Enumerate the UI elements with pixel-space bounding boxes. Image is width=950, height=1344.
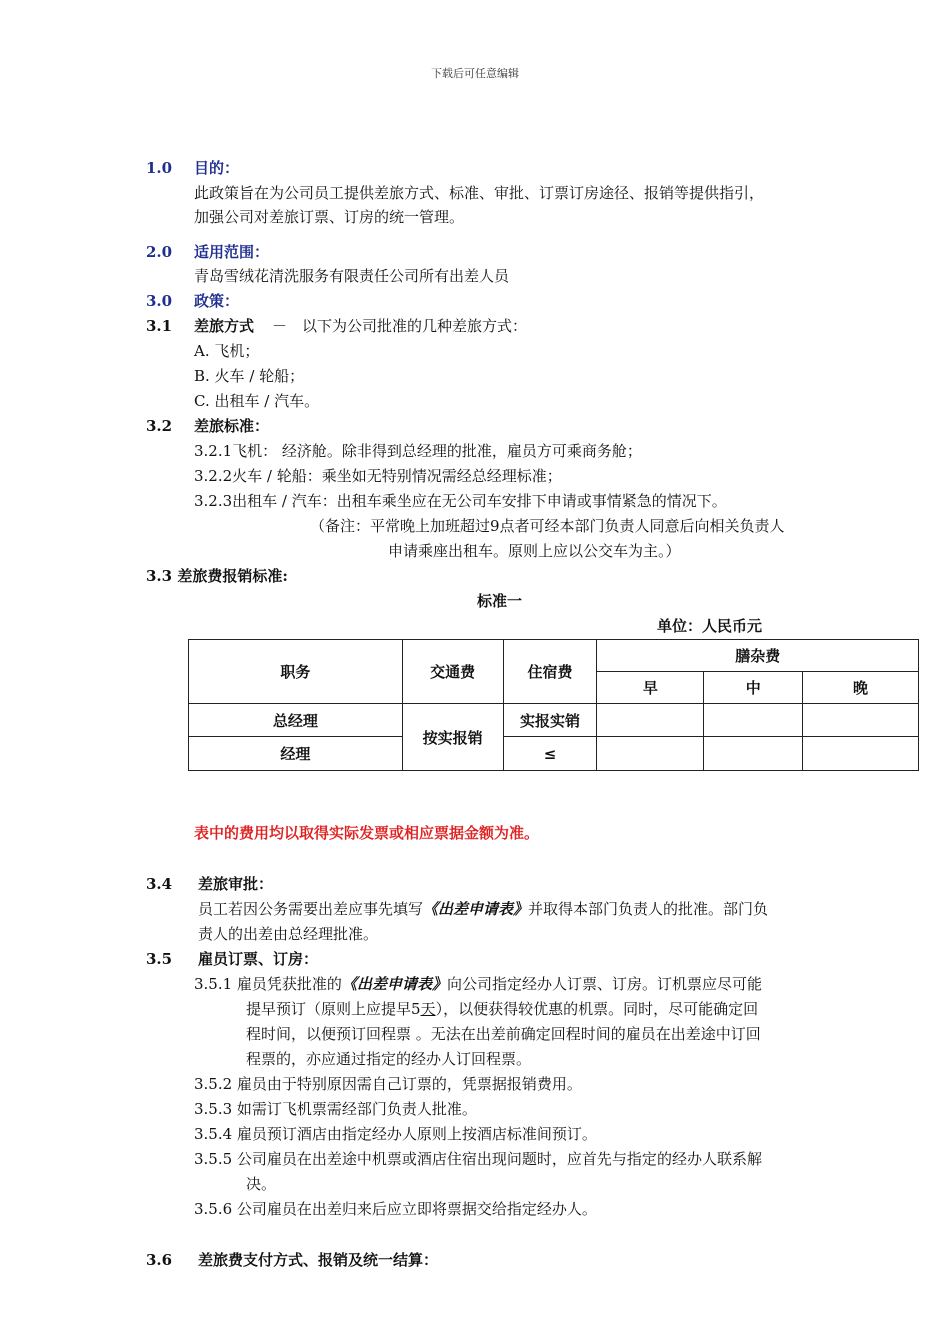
section-3-number: 3.0 — [146, 292, 173, 310]
section-3-5-1-text-a: 3.5.1 雇员凭获批准的 — [194, 975, 342, 993]
section-3-4-line-1 — [198, 899, 768, 919]
section-3-5-3: 3.5.3 如需订飞机票需经部门负责人批准。 — [194, 1100, 477, 1118]
row-dinner — [803, 737, 919, 771]
table-row — [189, 737, 919, 771]
header-role: 职务 — [189, 640, 403, 704]
section-3-5-number: 3.5 — [146, 950, 173, 968]
application-form-ref: 《出差申请表》 — [341, 975, 447, 993]
section-3-5-1-line-4: 程票的，亦应通过指定的经办人订回程票。 — [246, 1050, 532, 1068]
section-2-title: 适用范围： — [194, 243, 270, 261]
section-3-5-1-l2-underlined: 天 — [420, 1000, 436, 1018]
section-1-title: 目的： — [194, 159, 240, 177]
header-breakfast: 早 — [597, 672, 704, 704]
transport-merged-cell: 按实报销 — [402, 704, 503, 771]
section-3-5-2: 3.5.2 雇员由于特别原因需自己订票的，凭票据报销费用。 — [194, 1075, 582, 1093]
section-3-2-line-1: 3.2.1飞机： 经济舱。除非得到总经理的批准，雇员方可乘商务舱； — [194, 442, 642, 460]
section-3-4-text-a: 员工若因公务需要出差应事先填写 — [198, 900, 424, 918]
section-3-6-title: 差旅费支付方式、报销及统一结算： — [198, 1251, 439, 1269]
header-misc: 膳杂费 — [597, 640, 919, 672]
section-3-1-title: 差旅方式 — [194, 317, 255, 335]
section-1-number: 1.0 — [146, 159, 173, 177]
application-form-ref: 《出差申请表》 — [423, 900, 529, 918]
section-3-5-6: 3.5.6 公司雇员在出差归来后应立即将票据交给指定经办人。 — [194, 1200, 597, 1218]
row-role: 总经理 — [189, 704, 403, 737]
section-3-1-dash: － — [272, 317, 288, 335]
section-3-1-item-b: B. 火车 / 轮船； — [194, 367, 305, 385]
section-2-number: 2.0 — [146, 243, 173, 261]
row-breakfast — [597, 704, 704, 737]
section-3-1-desc: 以下为公司批准的几种差旅方式： — [302, 317, 528, 335]
section-3-4-title: 差旅审批： — [198, 875, 274, 893]
section-3-3-title: 3.3 差旅费报销标准: — [146, 567, 288, 585]
expense-standard-table — [188, 639, 919, 771]
section-3-5-1-l2-b: ），以便获得较优惠的机票。同时，尽可能确定回 — [435, 1000, 759, 1018]
header-dinner: 晚 — [803, 672, 919, 704]
section-3-5-1-line-1 — [194, 974, 762, 994]
header-transport: 交通费 — [402, 640, 503, 704]
row-lunch — [704, 737, 803, 771]
section-3-2-title: 差旅标准： — [194, 417, 270, 435]
section-3-2-number: 3.2 — [146, 417, 173, 435]
section-3-4-number: 3.4 — [146, 875, 173, 893]
table-unit: 单位：人民币元 — [657, 617, 763, 635]
section-3-2-note-2: 申请乘座出租车。原则上应以公交车为主。） — [388, 542, 681, 560]
section-1-line-2: 加强公司对差旅订票、订房的统一管理。 — [194, 208, 465, 226]
section-3-2-line-3: 3.2.3出租车 / 汽车：出租车乘坐应在无公司车安排下申请或事情紧急的情况下。 — [194, 492, 727, 510]
section-3-5-1-l2-a: 提早预订（原则上应提早5 — [246, 1000, 421, 1018]
section-2-line-1: 青岛雪绒花清洗服务有限责任公司所有出差人员 — [194, 267, 510, 285]
row-dinner — [803, 704, 919, 737]
row-lunch — [704, 704, 803, 737]
header-lunch: 中 — [704, 672, 803, 704]
row-lodging: ≤ — [503, 737, 597, 771]
section-3-2-note-1: （备注：平常晚上加班超过9点者可经本部门负责人同意后向相关负责人 — [310, 517, 785, 535]
section-3-5-5-line-1: 3.5.5 公司雇员在出差途中机票或酒店住宿出现问题时，应首先与指定的经办人联系解 — [194, 1150, 762, 1168]
section-3-6-number: 3.6 — [146, 1251, 173, 1269]
section-3-1-item-a: A. 飞机； — [194, 342, 260, 360]
section-3-5-1-line-2 — [246, 999, 758, 1019]
row-breakfast — [597, 737, 704, 771]
header-note: 下载后可任意编辑 — [431, 67, 519, 80]
section-3-4-line-2: 责人的出差由总经理批准。 — [198, 925, 379, 943]
section-3-title: 政策： — [194, 292, 240, 310]
section-3-1-number: 3.1 — [146, 317, 173, 335]
table-title: 标准一 — [477, 592, 523, 610]
row-lodging: 实报实销 — [503, 704, 597, 737]
section-3-1-item-c: C. 出租车 / 汽车。 — [194, 392, 320, 410]
section-3-5-5-line-2: 决。 — [246, 1175, 277, 1193]
row-role: 经理 — [189, 737, 403, 771]
section-3-5-1-line-3: 程时间，以便预订回程票 。无法在出差前确定回程时间的雇员在出差途中订回 — [246, 1025, 761, 1043]
table-row — [189, 704, 919, 737]
red-note: 表中的费用均以取得实际发票或相应票据金额为准。 — [194, 824, 540, 842]
section-1-line-1: 此政策旨在为公司员工提供差旅方式、标准、审批、订票订房途径、报销等提供指引， — [194, 184, 765, 202]
section-3-5-4: 3.5.4 雇员预订酒店由指定经办人原则上按酒店标准间预订。 — [194, 1125, 597, 1143]
section-3-5-title: 雇员订票、订房： — [198, 950, 319, 968]
section-3-4-text-b: 并取得本部门负责人的批准。部门负 — [528, 900, 769, 918]
section-3-5-1-text-b: 向公司指定经办人订票、订房。订机票应尽可能 — [446, 975, 762, 993]
header-lodging: 住宿费 — [503, 640, 597, 704]
section-3-2-line-2: 3.2.2火车 / 轮船：乘坐如无特别情况需经总经理标准； — [194, 467, 562, 485]
